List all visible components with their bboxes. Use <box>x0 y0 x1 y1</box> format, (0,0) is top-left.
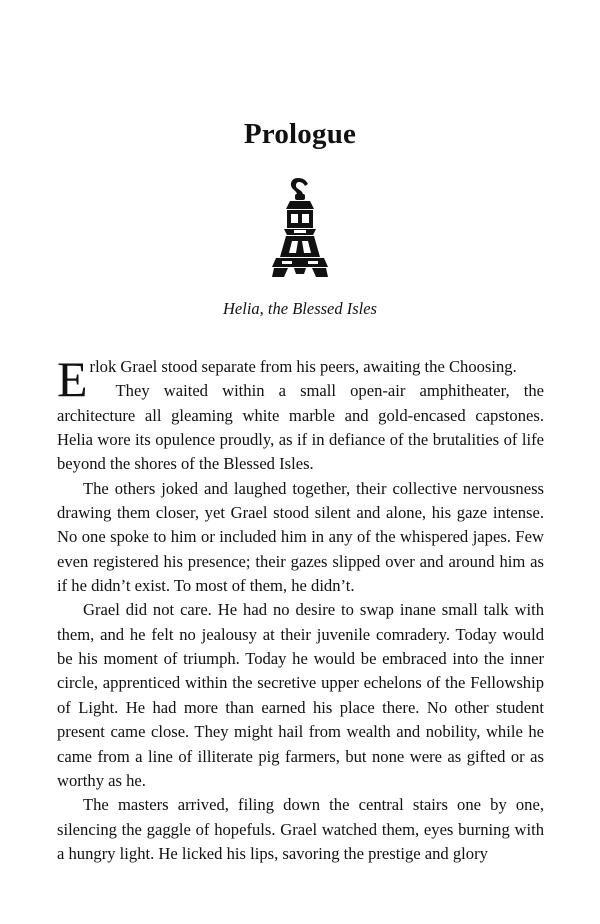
paragraph-1-text: rlok Grael stood separate from his peers, awaiting the Choosing. <box>89 357 517 376</box>
paragraph-1 <box>57 351 544 407</box>
body-text <box>57 351 544 866</box>
chapter-title: Prologue <box>243 118 357 150</box>
paragraph-4: Grael did not care. He had no desire to swap inane small talk with them, and he felt no jealousy at their juvenile comradery. Today would be his moment of triumph. Today he would be embraced into the inner circle, apprenticed within the secretive upper echelons of the Fellowship of Light. He had more than earned his place there. No other student present came close. They might hail from wealth and nobility, while he came from a line of illiterate pig farmers, but none were as gifted or as worthy as he. <box>57 600 544 790</box>
pendant-lantern-icon <box>268 175 332 281</box>
paragraph-3: The others joked and laughed together, their collective nervousness drawing them closer, yet Grael stood silent and alone, his gaze intense. No one spoke to him or included him in any of the whispered japes. Few even registered his presence; their gazes slipped over and around him as if he didn’t exist. To most of them, he didn’t. <box>57 478 544 596</box>
location-subtitle: Helia, the Blessed Isles <box>223 299 377 318</box>
paragraph-2: They waited within a small open-air amphitheater, the architecture all gleaming white marble and gold-encased capstones. Helia wore its opulence proudly, as if in defiance of the brutalities of life beyond the shores of the Blessed Isles. <box>57 381 544 474</box>
drop-cap: E <box>57 351 88 407</box>
paragraph-5: The masters arrived, filing down the central stairs one by one, silencing the gaggle of hopefuls. Grael watched them, eyes burning with a hungry light. He licked his lips, savoring the prestige and glory <box>57 795 544 863</box>
